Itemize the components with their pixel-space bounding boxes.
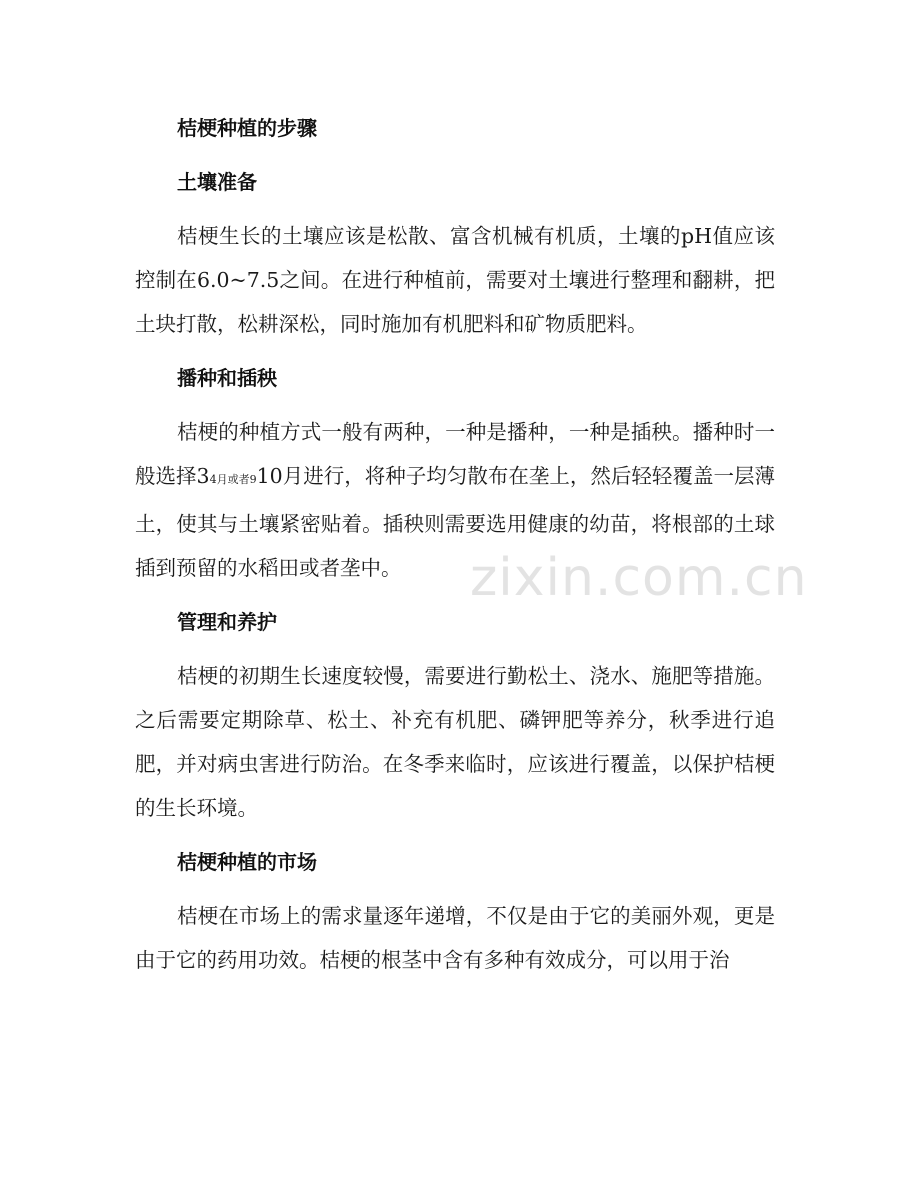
sowing-text-middle: 9: [249, 473, 257, 486]
watermark: zixin.com.cn: [470, 548, 808, 608]
paragraph-soil: 桔梗生长的土壤应该是松散、富含机械有机质，土壤的pH值应该控制在6.0~7.5之间。在进行种植前，需要对土壤进行整理和翻耕，把土块打散，松耕深松，同时施加有机肥料和矿物质肥料。: [135, 224, 775, 336]
paragraph-management: 桔梗的初期生长速度较慢，需要进行勤松土、浇水、施肥等措施。之后需要定期除草、松土、补充有机肥、磷钾肥等养分，秋季进行追肥，并对病虫害进行防治。在冬季来临时，应该进行覆盖，以保护桔梗的生长环境。: [135, 664, 775, 820]
document-body: [135, 108, 775, 982]
paragraph-sowing: [135, 410, 775, 590]
document-title: 桔梗种植的步骤: [177, 116, 317, 140]
section-heading-sowing: 播种和插秧: [177, 366, 277, 390]
sowing-text-after: 10月进行，将种子均匀散布在垄上，然后轻轻覆盖一层薄土，使其与土壤紧密贴着。插秧则需要选用健康的幼苗，将根部的土球插到预留的水稻田或者垄中。: [135, 464, 775, 580]
section-heading-market: 桔梗种植的市场: [177, 850, 317, 874]
sowing-small-text: 4月或者: [209, 473, 250, 486]
section-heading-management: 管理和养护: [177, 610, 277, 634]
section-heading-soil: 土壤准备: [177, 170, 257, 194]
sowing-text-before: 桔梗的种植方式一般有两种，一种是播种，一种是插秧。播种时一般选择3: [135, 420, 775, 488]
paragraph-market: 桔梗在市场上的需求量逐年递增，不仅是由于它的美丽外观，更是由于它的药用功效。桔梗的根茎中含有多种有效成分，可以用于治: [135, 904, 775, 972]
